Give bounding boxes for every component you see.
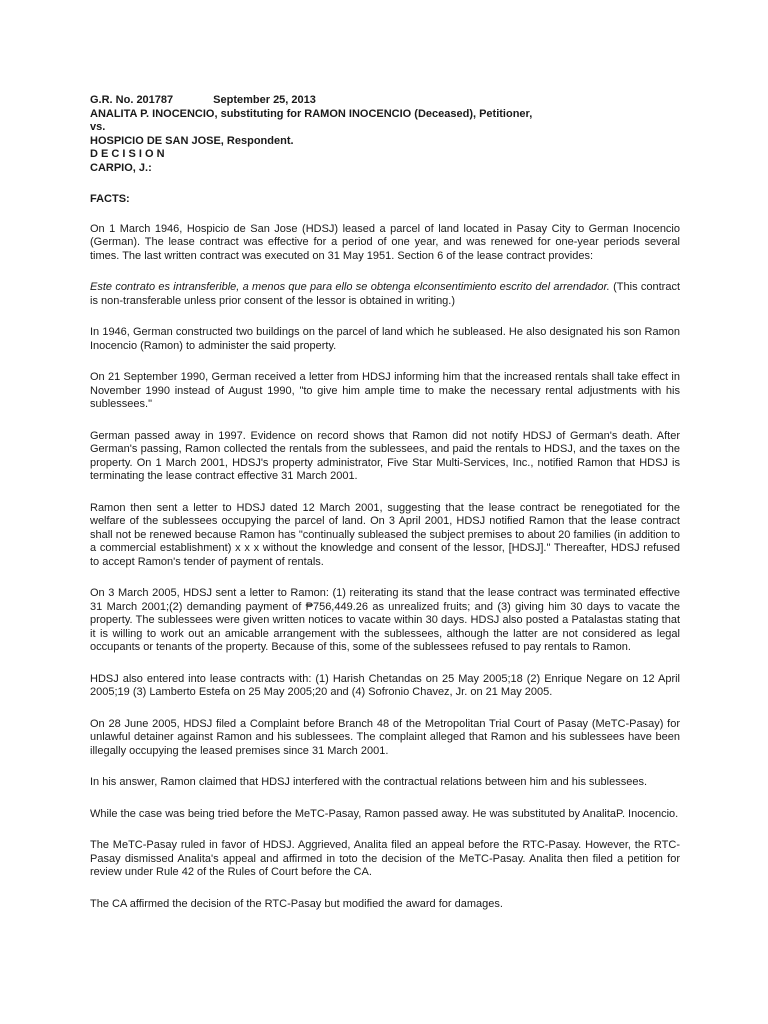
paragraph-6: Ramon then sent a letter to HDSJ dated 12 March 2001, suggesting that the lease contract be renegotiated for the welfare of the sublessees occupying the parcel of land. On 3 April 2001, HDSJ notified Ramon that the lease contract shall not be renewed because Ramon has "continually subleased the subject premises to about 20 families (in addition to a commercial establishment) x x x without the knowledge and consent of the lessor, [HDSJ]." Thereafter, HDSJ refused to accept Ramon's tender of payment of rentals.: [90, 501, 680, 568]
paragraph-11: While the case was being tried before the MeTC-Pasay, Ramon passed away. He was substituted by AnalitaP. Inocencio.: [90, 807, 679, 820]
petitioner-line: ANALITA P. INOCENCIO, substituting for RAMON INOCENCIO (Deceased), Petitioner,: [90, 107, 533, 120]
versus-line: vs.: [90, 121, 106, 133]
paragraph-4: On 21 September 1990, German received a letter from HDSJ informing him that the increased rentals shall take effect in November 1990 instead of August 1990, "to give him ample time to make the necessary rental adjustments with his sublessees.": [90, 371, 680, 410]
paragraph-10: In his answer, Ramon claimed that HDSJ interfered with the contractual relations between him and his sublessees.: [90, 776, 648, 788]
paragraph-3: In 1946, German constructed two buildings on the parcel of land which he subleased. He also designated his son Ramon Inocencio (Ramon) to administer the said property.: [90, 326, 680, 352]
facts-heading: FACTS:: [90, 193, 130, 205]
paragraph-12: The MeTC-Pasay ruled in favor of HDSJ. Aggrieved, Analita filed an appeal before the RTC-Pasay. However, the RTC-Pasay dismissed Analita's appeal and affirmed in toto the decision of the MeTC-Pasay. Analita then filed a petition for review under Rule 42 of the Rules of Court before the CA.: [90, 839, 680, 878]
decision-heading: D E C I S I O N: [90, 148, 165, 160]
ponente-line: CARPIO, J.:: [90, 161, 152, 174]
respondent-line: HOSPICIO DE SAN JOSE, Respondent.: [90, 134, 294, 147]
paragraph-1: On 1 March 1946, Hospicio de San Jose (HDSJ) leased a parcel of land located in Pasay City to German Inocencio (German). The lease contract was effective for a period of one year, and was renewed for one-year periods several times. The last written contract was executed on 31 May 1951. Section 6 of the lease contract provides:: [90, 222, 680, 262]
provision-translation: (This contract is non-transferable unless prior consent of the lessor is obtained in writing.): [90, 281, 680, 307]
decision-date: September 25, 2013: [213, 94, 316, 106]
paragraph-9: On 28 June 2005, HDSJ filed a Complaint before Branch 48 of the Metropolitan Trial Court of Pasay (MeTC-Pasay) for unlawful detainer against Ramon and his sublessees. The complaint alleged that Ramon and his sublessees have been illegally occupying the leased premises since 31 March 2001.: [90, 717, 680, 757]
paragraph-5: German passed away in 1997. Evidence on record shows that Ramon did not notify HDSJ of German's death. After German's passing, Ramon collected the rentals from the sublessees, and paid the rentals to HDSJ, and the taxes on the property. On 1 March 2001, HDSJ's property administrator, Five Star Multi-Services, Inc., notified Ramon that HDSJ is terminating the lease contract effective 31 March 2001.: [90, 429, 680, 482]
case-number-line: [90, 94, 680, 108]
quoted-provision: Este contrato es intransferible, a menos que para ello se obtenga elconsentimiento escrito del arrendador.: [90, 281, 610, 293]
paragraph-2: [90, 281, 680, 308]
paragraph-13: The CA affirmed the decision of the RTC-Pasay but modified the award for damages.: [90, 897, 503, 910]
paragraph-8: HDSJ also entered into lease contracts with: (1) Harish Chetandas on 25 May 2005;18 (2) Enrique Negare on 12 April 2005;19 (3) Lamberto Estefa on 25 May 2005;20 and (4) Sofronio Chavez, Jr. on 21 May 2005.: [90, 672, 680, 698]
document-page: [90, 94, 680, 911]
gr-number: G.R. No. 201787: [90, 94, 174, 106]
paragraph-7: On 3 March 2005, HDSJ sent a letter to Ramon: (1) reiterating its stand that the lease contract was terminated effective 31 March 2001;(2) demanding payment of ₱756,449.26 as unrealized fruits; and (3) giving him 30 days to vacate the property. The sublessees were given written notices to vacate within 30 days. HDSJ also posted a Patalastas stating that it is willing to work out an amicable arrangement with the sublessees, although the latter are not considered as legal occupants or tenants of the property. Because of this, some of the sublessees refused to pay rentals to Ramon.: [90, 587, 680, 653]
